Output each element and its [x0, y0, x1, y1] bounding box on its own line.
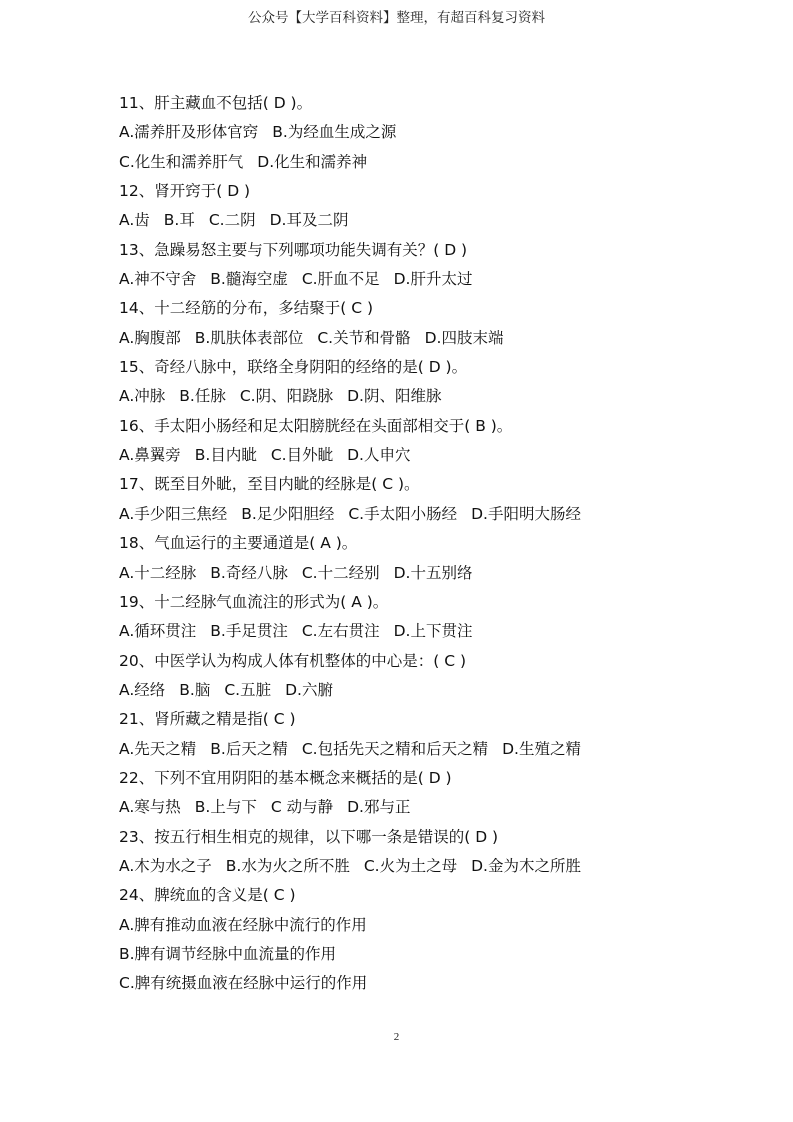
- option-text: C.关节和骨骼: [317, 328, 411, 347]
- question-text: 12、肾开窍于( D ): [119, 182, 251, 201]
- options-row: [119, 911, 759, 940]
- option-text: B.上与下: [194, 798, 257, 817]
- question-text: 13、急躁易怒主要与下列哪项功能失调有关？( D ): [119, 240, 468, 259]
- question-text: 22、下列不宜用阴阳的基本概念来概括的是( D ): [119, 768, 452, 787]
- option-text: B.足少阳胆经: [241, 504, 335, 523]
- option-text: C.二阴: [208, 211, 256, 230]
- options-row: [119, 793, 759, 822]
- option-text: B.脑: [179, 680, 211, 699]
- option-text: A.经络: [119, 680, 166, 699]
- option-text: D.六腑: [285, 680, 333, 699]
- option-text: C.肝血不足: [301, 270, 380, 289]
- options-row: [119, 382, 759, 411]
- option-text: D.四肢末端: [424, 328, 504, 347]
- option-text: B.脾有调节经脉中血流量的作用: [119, 944, 337, 963]
- question-text: 14、十二经筋的分布，多结聚于( C ): [119, 299, 373, 318]
- options-row: [119, 969, 759, 998]
- option-text: B.后天之精: [210, 739, 288, 758]
- option-text: B.手足贯注: [210, 622, 288, 641]
- options-row: [119, 441, 759, 470]
- option-text: D.上下贯注: [393, 622, 473, 641]
- question-text: 21、肾所藏之精是指( C ): [119, 710, 296, 729]
- option-text: C.脾有统摄血液在经脉中运行的作用: [119, 974, 368, 993]
- option-text: C.包括先天之精和后天之精: [301, 739, 489, 758]
- options-row: [119, 206, 759, 235]
- option-text: A.神不守舍: [119, 270, 197, 289]
- option-text: D.阴、阳维脉: [347, 387, 442, 406]
- option-text: B.目内眦: [194, 446, 257, 465]
- page-header: 公众号【大学百科资料】整理，有超百科复习资料: [248, 10, 545, 26]
- option-text: C.手太阳小肠经: [348, 504, 458, 523]
- option-text: B.髓海空虚: [210, 270, 288, 289]
- option-text: C.火为土之母: [363, 856, 458, 875]
- option-text: A.脾有推动血液在经脉中流行的作用: [119, 915, 367, 934]
- option-text: A.循环贯注: [119, 622, 197, 641]
- option-text: D.肝升太过: [393, 270, 473, 289]
- option-text: A.木为水之子: [119, 856, 212, 875]
- question-text: 15、奇经八脉中，联络全身阴阳的经络的是( D )。: [119, 358, 468, 377]
- option-text: C.目外眦: [270, 446, 334, 465]
- question-text: 24、脾统血的含义是( C ): [119, 886, 296, 905]
- option-text: A.先天之精: [119, 739, 197, 758]
- question-list: [119, 89, 759, 999]
- option-text: C 动与静: [270, 798, 334, 817]
- options-row: [119, 940, 759, 969]
- option-text: C.阴、阳跷脉: [239, 387, 334, 406]
- question-text: 19、十二经脉气血流注的形式为( A )。: [119, 592, 389, 611]
- option-text: C.化生和濡养肝气: [119, 152, 244, 171]
- options-row: [119, 559, 759, 588]
- option-text: D.十五别络: [393, 563, 473, 582]
- options-row: [119, 500, 759, 529]
- question-text: 17、既至目外眦，至目内眦的经脉是( C )。: [119, 475, 420, 494]
- option-text: A.十二经脉: [119, 563, 197, 582]
- question-text: 11、肝主藏血不包括( D )。: [119, 94, 313, 112]
- option-text: B.任脉: [179, 387, 226, 406]
- option-text: C.左右贯注: [301, 622, 380, 641]
- page-number: 2: [393, 1031, 400, 1043]
- options-row: [119, 118, 759, 147]
- option-text: B.为经血生成之源: [272, 123, 397, 142]
- option-text: A.鼻翼旁: [119, 446, 181, 465]
- option-text: B.耳: [163, 211, 195, 230]
- option-text: A.冲脉: [119, 387, 166, 406]
- option-text: B.肌肤体表部位: [194, 328, 304, 347]
- options-row: [119, 676, 759, 705]
- option-text: B.水为火之所不胜: [225, 856, 350, 875]
- option-text: D.生殖之精: [502, 739, 581, 758]
- options-row: [119, 617, 759, 646]
- options-row: [119, 324, 759, 353]
- question-text: 20、中医学认为构成人体有机整体的中心是：( C ): [119, 651, 466, 670]
- question-text: 18、气血运行的主要通道是( A )。: [119, 534, 358, 553]
- option-text: D.人申穴: [347, 446, 411, 465]
- option-text: A.手少阳三焦经: [119, 504, 228, 523]
- option-text: B.奇经八脉: [210, 563, 288, 582]
- option-text: A.齿: [119, 211, 150, 230]
- option-text: C.五脏: [224, 680, 272, 699]
- options-row: [119, 148, 759, 177]
- question-text: 16、手太阳小肠经和足太阳膀胱经在头面部相交于( B )。: [119, 416, 513, 435]
- option-text: A.寒与热: [119, 798, 181, 817]
- option-text: D.金为木之所胜: [471, 856, 581, 875]
- option-text: D.手阳明大肠经: [471, 504, 581, 523]
- option-text: C.十二经别: [301, 563, 380, 582]
- option-text: A.濡养肝及形体官窍: [119, 123, 259, 142]
- option-text: D.化生和濡养神: [257, 152, 368, 171]
- option-text: D.耳及二阴: [269, 211, 349, 230]
- question-text: 23、按五行相生相克的规律，以下哪一条是错误的( D ): [119, 827, 499, 846]
- option-text: D.邪与正: [347, 798, 411, 817]
- options-row: [119, 265, 759, 294]
- options-row: [119, 852, 759, 881]
- option-text: A.胸腹部: [119, 328, 181, 347]
- options-row: [119, 735, 759, 764]
